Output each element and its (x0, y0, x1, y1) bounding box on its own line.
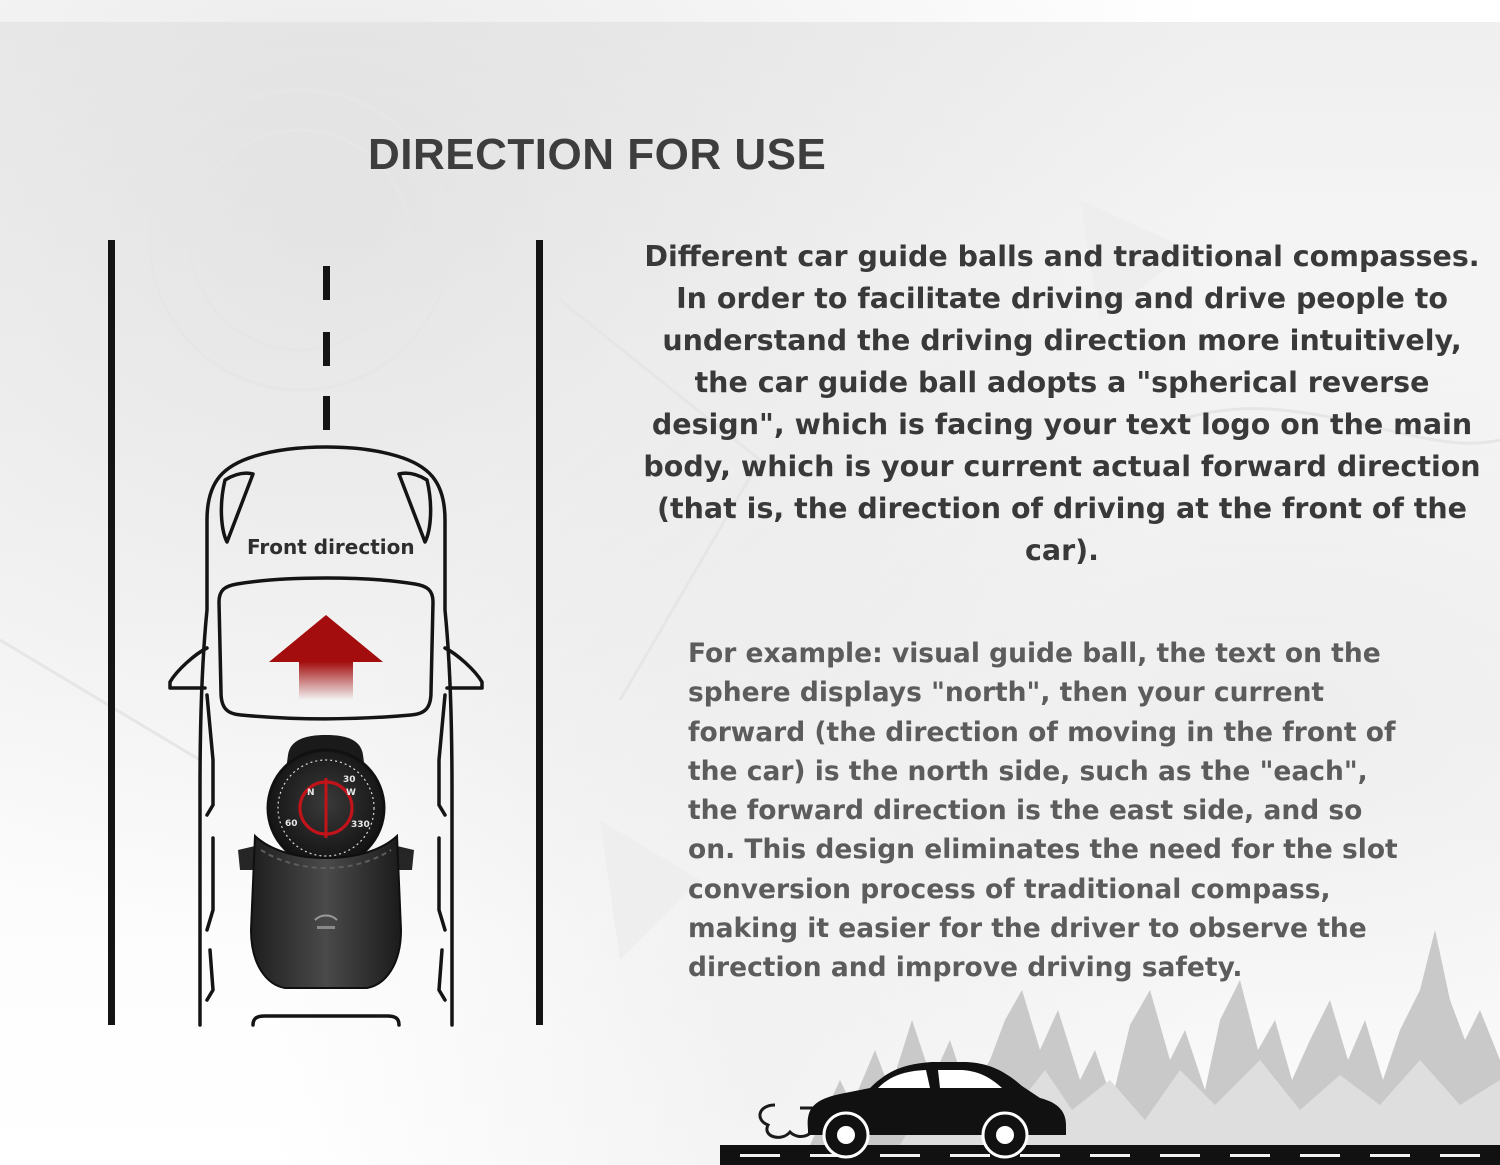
example-paragraph: For example: visual guide ball, the text on the sphere displays "north", then your current forward (the direction of moving in the front of the car) is the north side, such as the "each", the forward direction is the east side, and so on. This design eliminates the need for the slot conversion process of traditional compass, making it easier for the driver to observe the direction and improve driving safety. (688, 638, 1398, 984)
road-edge-left (108, 240, 115, 1025)
car-compass-ball-icon (238, 735, 414, 988)
dial-mark-330: 330 (351, 820, 370, 830)
road-diagram (95, 230, 565, 1030)
road-edge-right (536, 240, 543, 1025)
page-title: DIRECTION FOR USE (368, 130, 827, 179)
intro-paragraph: Different car guide balls and traditional compasses. In order to facilitate driving and drive people to understand the driving direction more intuitively, the car guide ball adopts a "spherical reverse design", which is facing your text logo on the main body, which is your current actual forward direction (that is, the direction of driving at the front of the car). (643, 240, 1481, 567)
front-direction-label: Front direction (247, 535, 415, 559)
dial-mark-n: N (307, 788, 315, 798)
dial-mark-30: 30 (343, 775, 356, 785)
dial-mark-w: W (346, 788, 356, 798)
red-up-arrow-icon (269, 615, 383, 700)
dial-mark-60: 60 (285, 819, 298, 829)
lane-dashes (323, 266, 330, 430)
car-driving-past-forest-icon (700, 930, 1500, 1165)
